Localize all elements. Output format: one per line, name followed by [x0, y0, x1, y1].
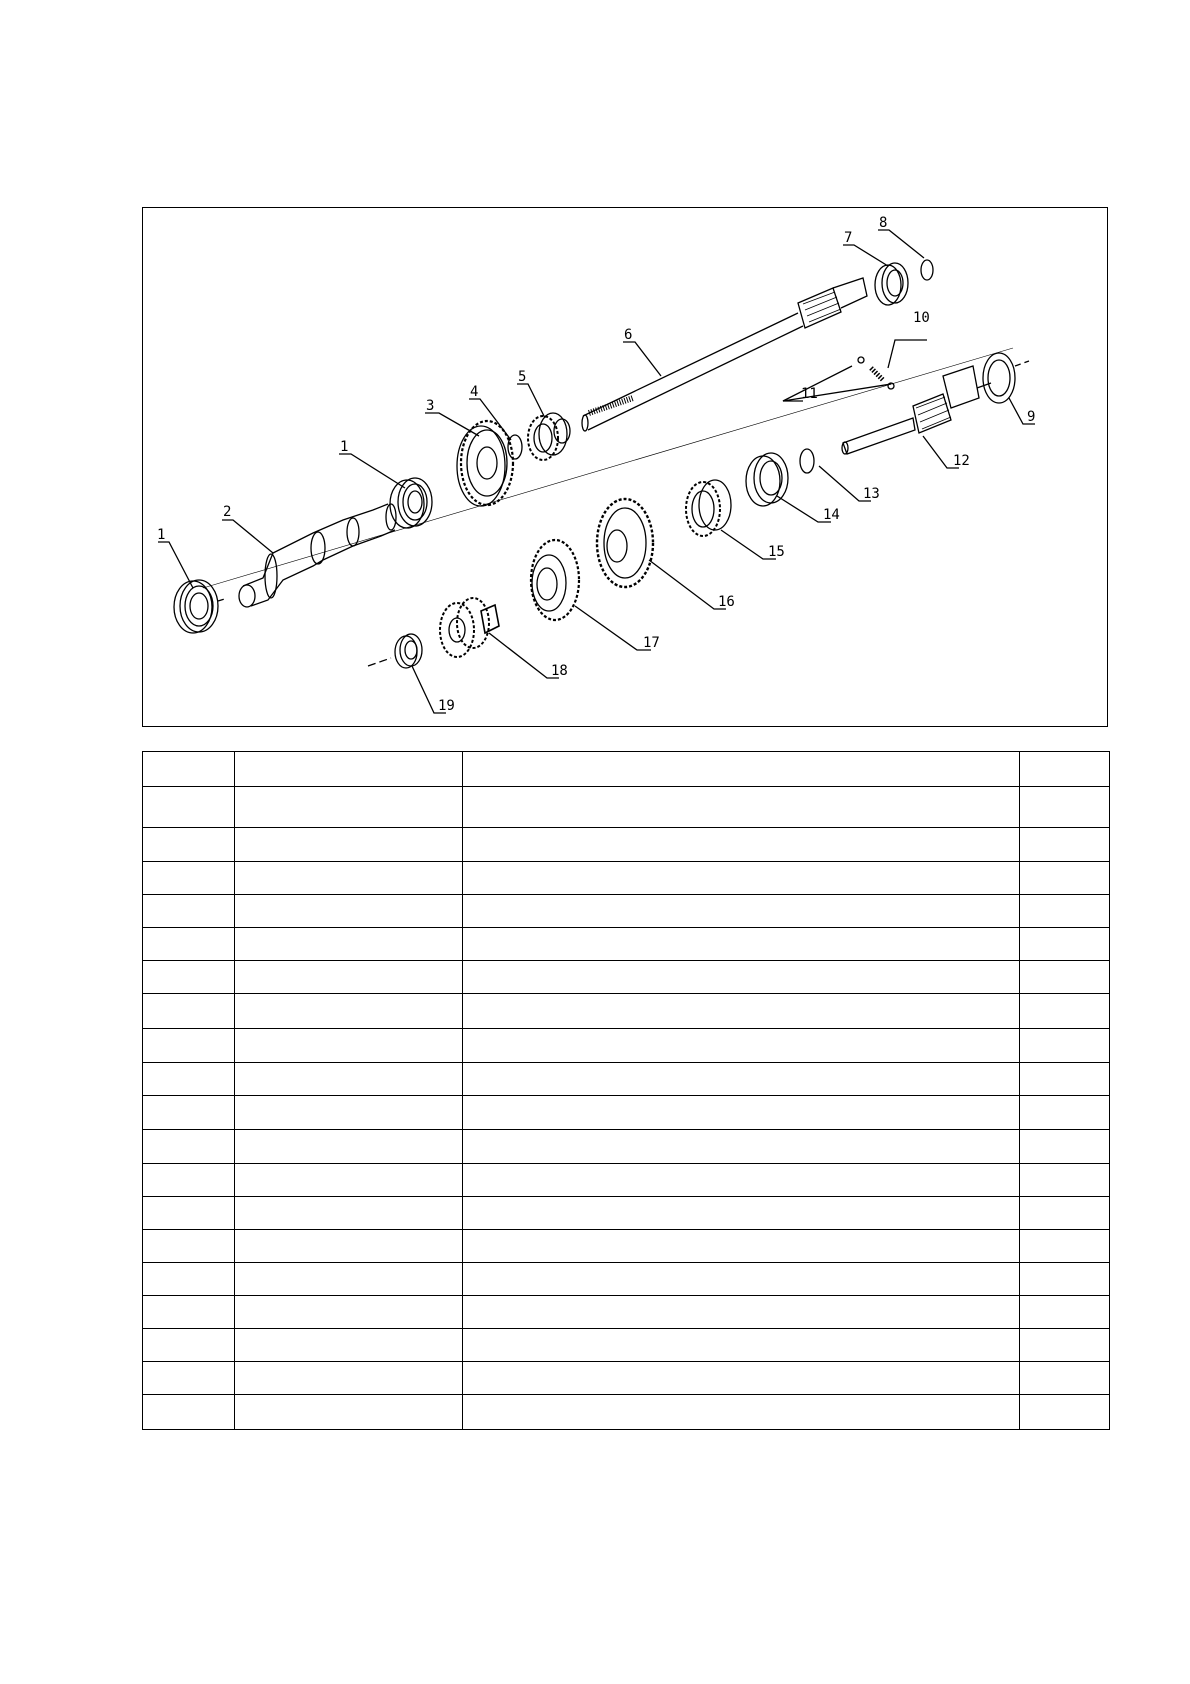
synchro-5-part — [528, 413, 570, 460]
table-cell — [1020, 1197, 1110, 1230]
table-cell — [143, 862, 235, 895]
table-cell — [235, 1063, 463, 1096]
bearing-7-part — [875, 263, 908, 305]
callout-12: 12 — [953, 453, 970, 469]
parts-table-body — [143, 752, 1110, 1430]
table-cell — [1020, 1130, 1110, 1164]
table-cell — [463, 961, 1020, 994]
table-row — [143, 1329, 1110, 1362]
table-cell — [463, 1164, 1020, 1197]
table-cell — [235, 1096, 463, 1130]
table-row — [143, 862, 1110, 895]
callout-10: 10 — [913, 310, 930, 326]
table-cell — [143, 787, 235, 828]
table-cell — [1020, 1164, 1110, 1197]
shaft-2-part — [239, 504, 396, 607]
table-cell — [463, 1395, 1020, 1430]
table-row — [143, 1096, 1110, 1130]
table-cell — [1020, 862, 1110, 895]
table-row — [143, 1063, 1110, 1096]
table-cell — [463, 1230, 1020, 1263]
gear-3-part — [457, 421, 513, 506]
table-cell — [143, 1395, 235, 1430]
table-cell — [143, 1296, 235, 1329]
table-cell — [1020, 1296, 1110, 1329]
table-row — [143, 1197, 1110, 1230]
table-cell — [235, 895, 463, 928]
table-cell — [1020, 1063, 1110, 1096]
table-cell — [235, 787, 463, 828]
table-cell — [463, 1130, 1020, 1164]
table-row — [143, 752, 1110, 787]
table-cell — [235, 828, 463, 862]
callout-9: 9 — [1027, 409, 1036, 425]
table-cell — [463, 1329, 1020, 1362]
table-cell — [463, 1362, 1020, 1395]
callout-14: 14 — [823, 507, 840, 523]
table-cell — [463, 1263, 1020, 1296]
table-cell — [463, 994, 1020, 1029]
callout-17: 17 — [643, 635, 660, 651]
table-cell — [463, 1029, 1020, 1063]
table-cell — [235, 1395, 463, 1430]
callout-2: 2 — [223, 504, 232, 520]
table-row — [143, 895, 1110, 928]
table-cell — [143, 1164, 235, 1197]
callout-labels — [157, 215, 1035, 714]
table-cell — [143, 994, 235, 1029]
table-cell — [463, 928, 1020, 961]
table-cell — [1020, 928, 1110, 961]
bearing-14-part — [746, 453, 788, 506]
table-cell — [463, 1096, 1020, 1130]
table-row — [143, 787, 1110, 828]
gear-18-part — [440, 598, 499, 657]
table-cell — [143, 752, 235, 787]
circlip-8-part — [921, 260, 933, 280]
table-row — [143, 1263, 1110, 1296]
seal-9-part — [983, 353, 1029, 403]
callout-13: 13 — [863, 486, 880, 502]
table-row — [143, 1130, 1110, 1164]
table-row — [143, 1296, 1110, 1329]
table-cell — [1020, 1263, 1110, 1296]
table-cell — [1020, 787, 1110, 828]
table-row — [143, 961, 1110, 994]
gear-16-part — [597, 499, 653, 587]
bearing-19-part — [368, 634, 422, 668]
bearing-1-left-part — [174, 580, 218, 633]
callout-3: 3 — [426, 398, 435, 414]
table-row — [143, 928, 1110, 961]
table-row — [143, 1395, 1110, 1430]
callout-19: 19 — [438, 698, 455, 714]
table-cell — [463, 752, 1020, 787]
table-cell — [463, 1296, 1020, 1329]
callout-18: 18 — [551, 663, 568, 679]
table-cell — [143, 1130, 235, 1164]
table-row — [143, 828, 1110, 862]
table-cell — [235, 862, 463, 895]
circlip-13-part — [800, 449, 814, 473]
table-row — [143, 1029, 1110, 1063]
table-cell — [143, 1063, 235, 1096]
diagram-drawing — [143, 208, 1109, 728]
table-row — [143, 1362, 1110, 1395]
callout-7: 7 — [844, 230, 853, 246]
table-cell — [143, 1230, 235, 1263]
table-cell — [143, 928, 235, 961]
table-cell — [1020, 1395, 1110, 1430]
callout-11: 11 — [801, 386, 818, 402]
synchro-15-part — [686, 480, 731, 536]
table-cell — [1020, 828, 1110, 862]
table-cell — [463, 862, 1020, 895]
table-cell — [143, 1197, 235, 1230]
table-cell — [143, 1096, 235, 1130]
table-cell — [1020, 1362, 1110, 1395]
table-cell — [463, 787, 1020, 828]
gear-17-part — [531, 540, 579, 620]
table-cell — [1020, 1329, 1110, 1362]
table-cell — [143, 1362, 235, 1395]
callout-8: 8 — [879, 215, 888, 231]
callout-1: 1 — [340, 439, 349, 455]
table-cell — [143, 828, 235, 862]
table-cell — [235, 961, 463, 994]
callout-16: 16 — [718, 594, 735, 610]
table-cell — [143, 1029, 235, 1063]
callout-15: 15 — [768, 544, 785, 560]
table-cell — [235, 1130, 463, 1164]
table-cell — [1020, 1096, 1110, 1130]
table-row — [143, 994, 1110, 1029]
table-cell — [235, 1362, 463, 1395]
table-cell — [143, 961, 235, 994]
table-cell — [235, 994, 463, 1029]
table-cell — [235, 1296, 463, 1329]
table-cell — [143, 1263, 235, 1296]
table-cell — [143, 895, 235, 928]
table-cell — [463, 1063, 1020, 1096]
parts-list-table — [142, 751, 1110, 1430]
shaft-6-part — [582, 278, 867, 431]
callout-4: 4 — [470, 384, 479, 400]
table-cell — [143, 1329, 235, 1362]
table-row — [143, 1164, 1110, 1197]
table-cell — [235, 1164, 463, 1197]
exploded-view-diagram — [142, 207, 1108, 727]
table-cell — [1020, 961, 1110, 994]
table-cell — [235, 752, 463, 787]
table-cell — [463, 828, 1020, 862]
table-cell — [1020, 752, 1110, 787]
table-cell — [1020, 895, 1110, 928]
table-cell — [463, 895, 1020, 928]
table-cell — [235, 1329, 463, 1362]
table-cell — [235, 1230, 463, 1263]
callout-6: 6 — [624, 327, 633, 343]
table-cell — [463, 1197, 1020, 1230]
callout-1-left: 1 — [157, 527, 166, 543]
callout-5: 5 — [518, 369, 527, 385]
table-cell — [235, 928, 463, 961]
table-cell — [1020, 1230, 1110, 1263]
table-cell — [235, 1029, 463, 1063]
table-row — [143, 1230, 1110, 1263]
table-cell — [1020, 994, 1110, 1029]
table-cell — [1020, 1029, 1110, 1063]
table-cell — [235, 1197, 463, 1230]
table-cell — [235, 1263, 463, 1296]
shaft-12-part — [842, 366, 991, 454]
